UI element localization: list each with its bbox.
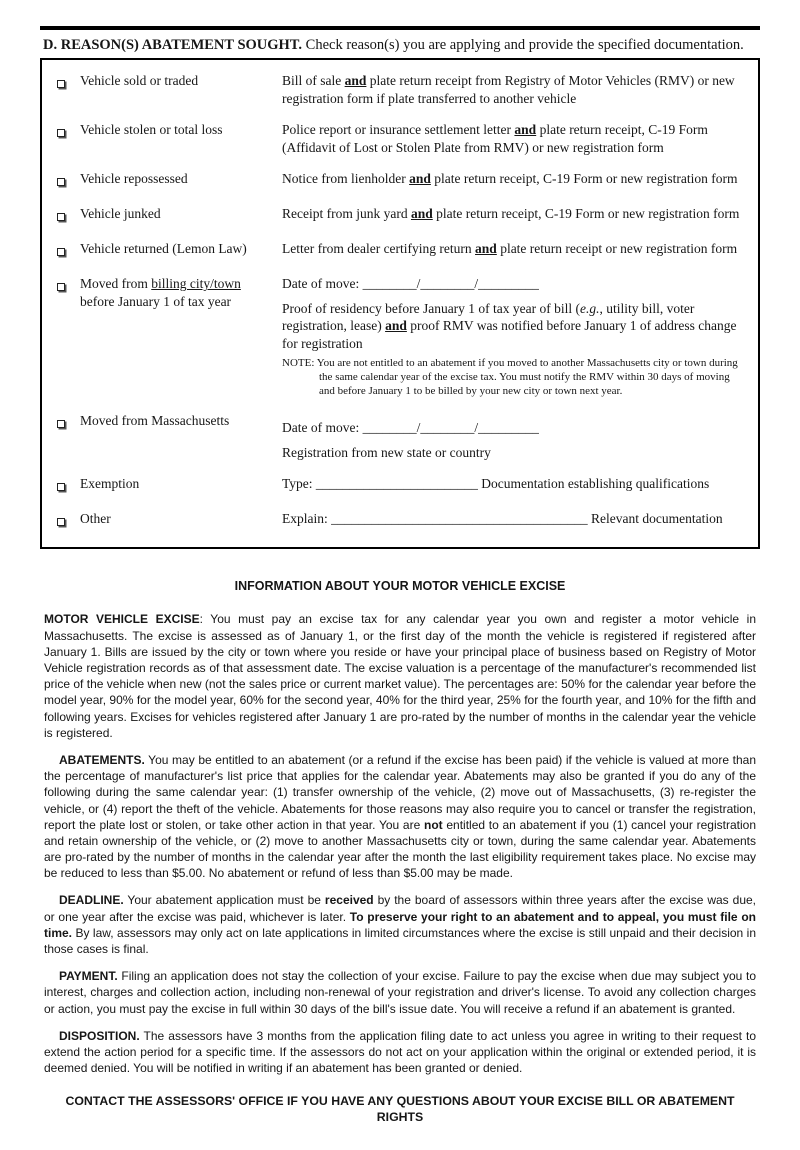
table-row xyxy=(42,232,758,267)
checkbox-cell xyxy=(42,240,80,261)
text-run: Notice from lienholder xyxy=(282,171,410,187)
text-run: by the board of assessors within three years after the excise was due, or one year after the excise was paid, whichever is later. xyxy=(44,893,756,924)
checkbox-icon[interactable] xyxy=(57,248,65,256)
info-title: INFORMATION ABOUT YOUR MOTOR VEHICLE EXCISE xyxy=(234,579,566,594)
text-run: Vehicle junked xyxy=(80,206,161,222)
checkbox-icon[interactable] xyxy=(57,178,65,186)
text-run: plate return receipt from Registry of Motor Vehicles (RMV) or new registration form if plate transferred to another vehicle xyxy=(282,73,735,106)
text-run: PAYMENT. xyxy=(59,969,118,984)
documentation-cell xyxy=(282,240,758,261)
documentation-line xyxy=(282,240,744,258)
text-run: and xyxy=(409,171,431,187)
table-row xyxy=(42,64,758,113)
documentation-line xyxy=(282,419,744,437)
text-run: plate return receipt, C-19 Form or new registration form xyxy=(430,171,738,187)
table-row xyxy=(42,162,758,197)
checkbox-icon[interactable] xyxy=(57,483,65,491)
documentation-cell xyxy=(282,205,758,226)
checkbox-cell xyxy=(42,121,80,156)
text-run: ABATEMENTS. xyxy=(59,752,145,767)
table-row xyxy=(42,404,758,467)
text-run: D. REASON(S) ABATEMENT SOUGHT. xyxy=(43,37,303,53)
text-run: Police report or insurance settlement letter xyxy=(282,122,515,138)
text-run: Vehicle repossessed xyxy=(80,171,188,187)
table-row xyxy=(42,502,758,537)
info-section xyxy=(40,579,760,1126)
checkbox-icon[interactable] xyxy=(57,80,65,88)
text-run: plate return receipt, C-19 Form or new registration form xyxy=(432,206,740,222)
text-run: Exemption xyxy=(80,476,140,492)
text-run: Filing an application does not stay the collection of your excise. Failure to pay the excise when due may subject you to interest, charges and collection action, including non-renewal of your registration and driver's license. To avoid any collection charges or action, you must pay the excise in full within 30 days of the bill's issue date. You will receive a refund if an abatement is granted. xyxy=(44,969,756,1016)
text-run: Check reason(s) you are applying and provide the specified documentation. xyxy=(302,37,744,53)
info-paragraph xyxy=(44,752,756,882)
text-run: billing city/town xyxy=(151,276,241,292)
info-paragraph xyxy=(44,1028,756,1077)
table-row xyxy=(42,467,758,502)
text-run: Your abatement application must be xyxy=(123,893,325,908)
text-run: Bill of sale xyxy=(282,73,345,89)
checkbox-icon[interactable] xyxy=(57,213,65,221)
text-run: Explain: ______________________________________ Relevant documentation xyxy=(282,511,723,527)
text-run: Vehicle stolen or total loss xyxy=(80,122,223,138)
documentation-cell xyxy=(282,475,758,496)
documentation-line xyxy=(282,170,744,188)
reason-cell xyxy=(80,121,282,156)
text-run: e.g. xyxy=(580,300,600,316)
text-run: not xyxy=(424,817,443,832)
text-run: Letter from dealer certifying return xyxy=(282,241,476,257)
reason-cell xyxy=(80,412,282,461)
table-row xyxy=(42,197,758,232)
text-run: Vehicle sold or traded xyxy=(80,73,199,89)
text-run: Date of move: ________/________/_________ xyxy=(282,276,539,292)
text-run: received xyxy=(324,893,374,908)
text-run: You may be entitled to an abatement (or a refund if the excise has been paid) if the vehicle is valued at more than the percentage of manufacturer's list price that applies for the calendar year. Abatements may also be granted if you do any of the following during the same calendar year: (1) transfer ownership of the vehicle, (2) move out of Massachusetts, (3) re-register the vehicle, or (4) report the theft of the vehicle. Abatements for those reasons may also require you to cancel or transfer the registration, report the plate lost or stolen, or take other action in that year. You are xyxy=(44,752,756,832)
text-run: Type: ________________________ Documentation establishing qualifications xyxy=(282,476,710,492)
checkbox-cell xyxy=(42,72,80,107)
text-run: plate return receipt, C-19 Form (Affidavit of Lost or Stolen Plate from RMV) or new registration form xyxy=(282,122,708,155)
text-run: plate return receipt or new registration form xyxy=(496,241,738,257)
text-run: NOTE: You are not entitled to an abatement if you moved to another Massachusetts city or town during the same calendar year of the excise tax. You must notify the RMV within 30 days of moving and before January 1 to be billed by your new city or town next year. xyxy=(282,356,738,398)
checkbox-cell xyxy=(42,170,80,191)
info-paragraph xyxy=(44,611,756,741)
text-run: Moved from Massachusetts xyxy=(80,413,230,429)
documentation-line xyxy=(282,72,744,107)
documentation-cell xyxy=(282,510,758,531)
documentation-line xyxy=(282,300,744,353)
documentation-line xyxy=(282,275,744,293)
text-run: Proof of residency before January 1 of tax year of bill ( xyxy=(282,300,581,316)
text-run: Date of move: ________/________/_________ xyxy=(282,420,539,436)
documentation-cell xyxy=(282,412,758,461)
reason-cell xyxy=(80,72,282,107)
checkbox-icon[interactable] xyxy=(57,283,65,291)
text-run: DEADLINE. xyxy=(59,893,124,908)
text-run: Registration from new state or country xyxy=(282,444,491,460)
reason-cell xyxy=(80,475,282,496)
documentation-line xyxy=(282,475,744,493)
text-run: The assessors have 3 months from the application filing date to act unless you agree in writing to their request to extend the action period for a specific time. If the assessors do not act on your application within the original or extended period, it is deemed denied. You will be notified in writing if an abatement has been granted or denied. xyxy=(44,1028,756,1076)
text-run: DISPOSITION. xyxy=(59,1028,140,1043)
info-paragraphs xyxy=(44,611,756,1076)
text-run: and xyxy=(475,241,497,257)
text-run: and xyxy=(385,318,407,334)
info-paragraph xyxy=(44,968,756,1017)
checkbox-cell xyxy=(42,412,80,461)
documentation-line xyxy=(282,121,744,156)
documentation-line xyxy=(282,510,744,528)
reason-cell xyxy=(80,275,282,398)
checkbox-icon[interactable] xyxy=(57,420,65,428)
text-run: MOTOR VEHICLE EXCISE xyxy=(44,612,200,627)
checkbox-cell xyxy=(42,475,80,496)
text-run: : You must pay an excise tax for any calendar year you own and register a motor vehicle in Massachusetts. The excise is assessed as of January 1, or the first day of the month the vehicle is registered if registered after January 1. Bills are issued by the city or town where you reside or have your principal place of business based on Registry of Motor Vehicle registration records as of that assessment date. The excise valuation is a percentage of the manufacturer's recommended list price of the vehicle when new (not the sales price or current market value). The percentages are: 50% for the calendar year before the model year, 90% for the model year, 60% for the second year, 40% for the third year, 25% for the fourth year, and 10% for the fifth and following years. Excises for vehicles registered after January 1 are pro-rated by the number of months in the calendar year the vehicle is registered. xyxy=(44,612,757,740)
info-paragraph xyxy=(44,892,756,957)
text-run: , utility bill, voter registration, lease) xyxy=(282,300,695,334)
text-run: entitled to an abatement if you (1) cancel your registration and retain ownership of the vehicle, or (2) move to another Massachusetts city or town, during the same calendar year. Abatements are pro-rated by the number of months in the calendar year after the month the last eligibility requirement takes place. No excise may be reduced to less than $5.00. No abatement or refund of less than $5.00 may be made. xyxy=(44,817,756,881)
table-row xyxy=(42,113,758,162)
abatement-table xyxy=(40,58,760,549)
documentation-cell xyxy=(282,275,758,398)
text-run: To preserve your right to an abatement and to appeal, you must file on time. xyxy=(44,909,756,940)
reason-cell xyxy=(80,205,282,226)
contact-footer: CONTACT THE ASSESSORS' OFFICE IF YOU HAVE ANY QUESTIONS ABOUT YOUR EXCISE BILL OR ABATEMENT RIGHTS xyxy=(65,1094,735,1125)
checkbox-icon[interactable] xyxy=(57,518,65,526)
text-run: proof RMV was notified before January 1 of address change for registration xyxy=(282,318,737,351)
reason-cell xyxy=(80,170,282,191)
reason-cell xyxy=(80,510,282,531)
text-run: before January 1 of tax year xyxy=(80,293,232,309)
documentation-line xyxy=(282,444,744,462)
text-run: Other xyxy=(80,511,111,527)
table-row xyxy=(42,267,758,404)
text-run: Moved from xyxy=(80,276,152,292)
section-d-heading xyxy=(40,30,760,58)
text-run: Receipt from junk yard xyxy=(282,206,411,222)
checkbox-icon[interactable] xyxy=(57,129,65,137)
text-run: and xyxy=(514,122,537,138)
note-text xyxy=(282,356,744,399)
documentation-cell xyxy=(282,72,758,107)
checkbox-cell xyxy=(42,510,80,531)
text-run: and xyxy=(410,206,433,222)
documentation-cell xyxy=(282,170,758,191)
text-run: By law, assessors may only act on late applications in limited circumstances where the excise is still unpaid and their decision in those cases is final. xyxy=(44,925,756,957)
reason-cell xyxy=(80,240,282,261)
text-run: Vehicle returned (Lemon Law) xyxy=(80,241,247,257)
documentation-cell xyxy=(282,121,758,156)
checkbox-cell xyxy=(42,205,80,226)
text-run: and xyxy=(344,73,367,89)
abatement-table-body xyxy=(42,64,758,537)
documentation-line xyxy=(282,205,744,223)
checkbox-cell xyxy=(42,275,80,398)
